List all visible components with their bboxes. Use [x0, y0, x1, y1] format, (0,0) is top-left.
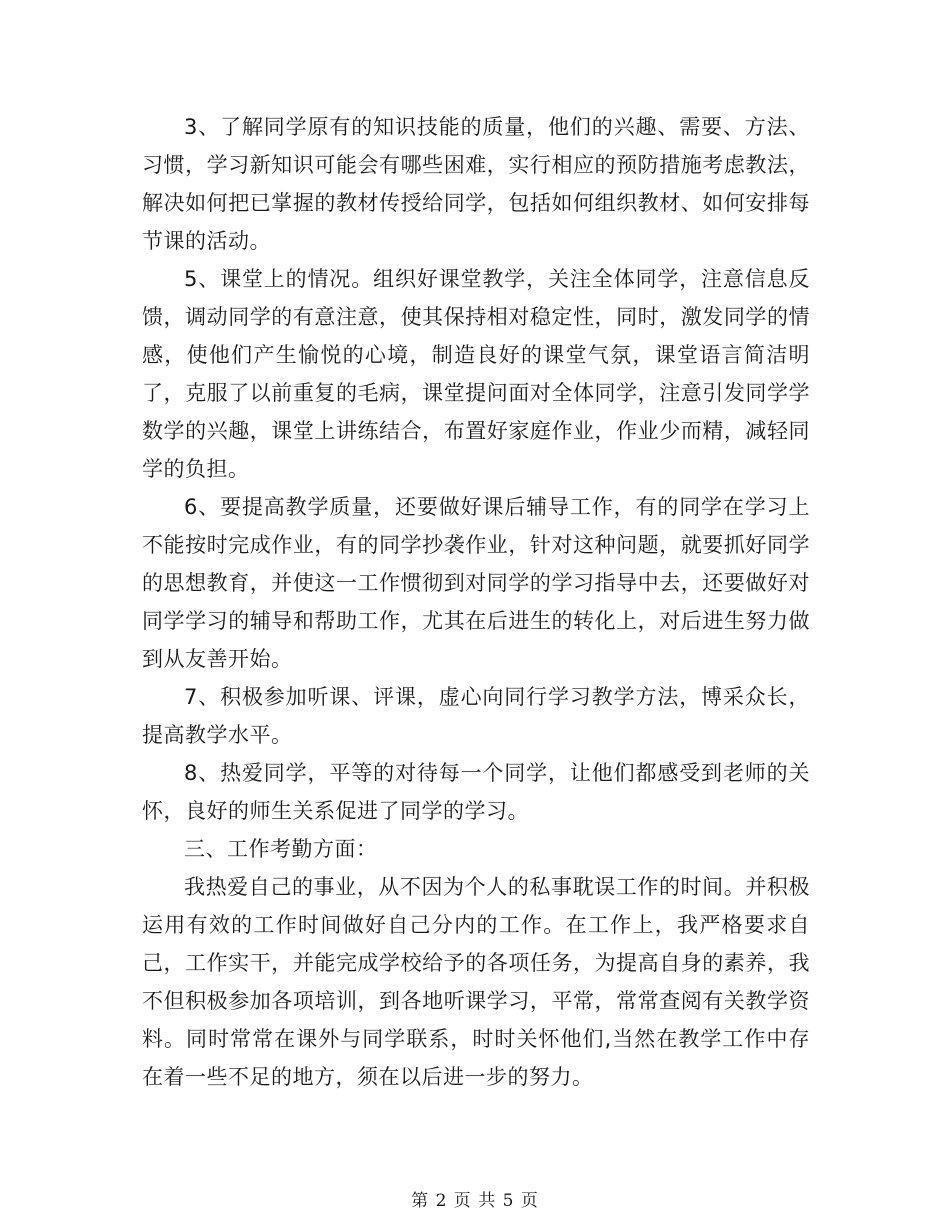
paragraph-attendance: 我热爱自己的事业，从不因为个人的私事耽误工作的时间。并积极运用有效的工作时间做好自己分内的工作。在工作上，我严格要求自己，工作实干，并能完成学校给予的各项任务，为提高自身的素养，我不但积极参加各项培训，到各地听课学习，平常，常常查阅有关教学资料。同时常常在课外与同学联系，时时关怀他们,当然在教学工作中存在着一些不足的地方，须在以后进一步的努力。 [142, 875, 810, 1089]
paragraph-item-5: 5、课堂上的情况。组织好课堂教学，关注全体同学，注意信息反馈，调动同学的有意注意，使其保持相对稳定性，同时，激发同学的情感，使他们产生愉悦的心境，制造良好的课堂气氛，课堂语言简洁明了，克服了以前重复的毛病，课堂提问面对全体同学，注意引发同学学数学的兴趣，课堂上讲练结合，布置好家庭作业，作业少而精，减轻同学的负担。 [142, 267, 810, 481]
paragraph-item-8: 8、热爱同学，平等的对待每一个同学，让他们都感受到老师的关怀，良好的师生关系促进了同学的学习。 [142, 761, 810, 823]
page-number-footer: 第 2 页 共 5 页 [411, 1191, 539, 1211]
paragraph-item-6: 6、要提高教学质量，还要做好课后辅导工作，有的同学在学习上不能按时完成作业，有的同学抄袭作业，针对这种问题，就要抓好同学的思想教育，并使这一工作惯彻到对同学的学习指导中去，还要做好对同学学习的辅导和帮助工作，尤其在后进生的转化上，对后进生努力做到从友善开始。 [142, 495, 810, 671]
paragraph-item-3: 3、了解同学原有的知识技能的质量，他们的兴趣、需要、方法、习惯，学习新知识可能会有哪些困难，实行相应的预防措施考虑教法，解决如何把已掌握的教材传授给同学，包括如何组织教材、如何安排每节课的活动。 [142, 115, 810, 253]
document-body [142, 108, 810, 1096]
paragraph-item-7: 7、积极参加听课、评课，虚心向同行学习教学方法，博采众长，提高教学水平。 [142, 685, 810, 747]
section-heading-attendance: 三、工作考勤方面： [184, 837, 378, 861]
